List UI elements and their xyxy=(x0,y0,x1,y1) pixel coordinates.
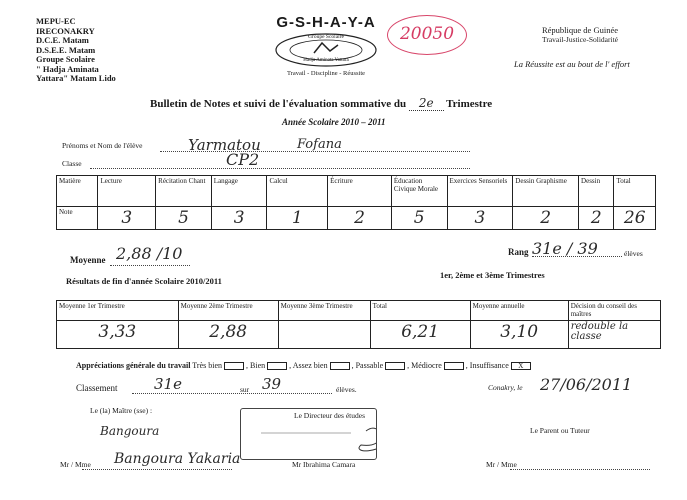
date-place: Conakry, le xyxy=(488,383,523,392)
results-total: 6,21 xyxy=(370,321,470,349)
logo-title: G-S-H-A-Y-A xyxy=(276,14,376,31)
stamp-scribble-icon xyxy=(241,409,376,459)
rang-label: Rang xyxy=(508,247,529,257)
option-label: Passable xyxy=(355,361,384,370)
class-value: CP2 xyxy=(226,150,260,169)
header-line: IRECONAKRY xyxy=(36,25,95,36)
rang-value: 31e / 39 xyxy=(532,239,598,258)
results-header: Moyenne 2ème Trimestre xyxy=(178,301,278,321)
rang-suffix: élèves xyxy=(624,249,643,258)
header-line: " Hadja Aminata xyxy=(36,63,99,74)
stamp-number: 20050 xyxy=(399,24,455,44)
subject-header: Dessin xyxy=(579,176,614,207)
school-logo xyxy=(262,14,390,78)
notes-table xyxy=(56,175,656,230)
date-value: 27/06/2011 xyxy=(540,375,633,394)
note-value: 2 xyxy=(579,207,614,230)
results-header: Total xyxy=(370,301,470,321)
results-header-row xyxy=(57,301,661,321)
results-value-row xyxy=(57,321,661,349)
subject-header: Calcul xyxy=(267,176,328,207)
option-label: Bien xyxy=(250,361,266,370)
option-label: Insuffisance xyxy=(469,361,509,370)
student-last-name: Fofana xyxy=(297,137,342,152)
header-line: Groupe Scolaire xyxy=(36,54,95,64)
subject-header: Lecture xyxy=(98,176,156,207)
classement-suffix: élèves. xyxy=(336,385,357,394)
subjects-row xyxy=(57,176,656,207)
subject-header: Matière xyxy=(57,176,98,207)
option-label: Médiocre xyxy=(411,361,442,370)
school-slogan: La Réussite est au bout de l' effort xyxy=(514,59,630,69)
header-line: D.C.E. Matam xyxy=(36,35,89,45)
option-checkbox xyxy=(385,362,405,370)
note-value: 3 xyxy=(211,207,267,230)
option-checkbox xyxy=(330,362,350,370)
moyenne-t2: 2,88 xyxy=(178,321,278,349)
note-value: 5 xyxy=(391,207,447,230)
results-table xyxy=(56,300,661,349)
student-name-label: Prénoms et Nom de l'élève xyxy=(62,141,143,150)
student-first-name: Yarmatou xyxy=(188,136,261,154)
header-line: Yattara" Matam Lido xyxy=(36,73,116,83)
subject-header: Langage xyxy=(211,176,267,207)
note-value: 3 xyxy=(98,207,156,230)
results-trimesters: 1er, 2ème et 3ème Trimestres xyxy=(440,270,545,280)
classement-rank: 31e xyxy=(154,375,182,393)
note-total: 26 xyxy=(614,207,656,230)
logo-subtitle: Groupe Scolaire xyxy=(308,34,344,40)
subject-header: Exercices Sensoriels xyxy=(447,176,513,207)
country-name: République de Guinée xyxy=(541,25,618,35)
header-line: D.S.E.E. Matam xyxy=(36,44,96,55)
title-text: Bulletin de Notes et suivi de l'évaluation sommative du xyxy=(150,98,407,110)
notes-row xyxy=(57,207,656,230)
teacher-name-label: Mr / Mme xyxy=(60,460,91,469)
council-decision: redouble la classe xyxy=(568,321,660,349)
classement-of: sur xyxy=(240,385,250,394)
option-checkbox-checked xyxy=(511,362,531,370)
director-label: Le Directeur des études xyxy=(294,411,366,420)
subject-header: Éducation Civique Morale xyxy=(391,176,447,207)
school-year-value: 2010 – 2011 xyxy=(341,117,386,127)
note-value: 2 xyxy=(328,207,392,230)
results-header: Décision du conseil des maîtres xyxy=(568,301,660,321)
results-header: Moyenne annuelle xyxy=(470,301,568,321)
option-checkbox xyxy=(224,362,244,370)
note-value: 3 xyxy=(447,207,513,230)
moyenne-annuelle: 3,10 xyxy=(470,321,568,349)
note-value: 1 xyxy=(267,207,328,230)
school-year xyxy=(282,117,386,127)
moyenne-value: 2,88 /10 xyxy=(116,244,183,263)
option-checkbox xyxy=(444,362,464,370)
option-checkbox xyxy=(267,362,287,370)
logo-motto: Travail - Discipline - Réussite xyxy=(286,70,366,77)
logo-ring-text: Hadja Aminata Yattara xyxy=(303,58,349,63)
director-stamp xyxy=(240,408,377,460)
appreciation-label: Appréciations générale du travail xyxy=(76,361,191,370)
ministry-header xyxy=(36,17,116,84)
option-label: Très bien xyxy=(192,361,223,370)
class-label: Classe xyxy=(62,159,82,168)
note-value: 5 xyxy=(156,207,212,230)
results-label: Résultats de fin d'année Scolaire 2010/2011 xyxy=(66,276,222,286)
results-header: Moyenne 1er Trimestre xyxy=(57,301,179,321)
registration-stamp xyxy=(387,15,467,55)
option-label: Assez bien xyxy=(292,361,328,370)
title-suffix: Trimestre xyxy=(446,98,493,110)
moyenne-t3 xyxy=(278,321,370,349)
subject-header: Écriture xyxy=(328,176,392,207)
subject-header: Dessin Graphisme xyxy=(513,176,579,207)
appreciation-row: Appréciations générale du travail Très bien , Bien , Assez bien , Passable , Médiocre , Insuffisance X xyxy=(76,361,533,370)
parent-label: Le Parent ou Tuteur xyxy=(530,426,590,435)
republic-header xyxy=(530,25,630,44)
teacher-label: Le (la) Maître (sse) : xyxy=(90,406,153,415)
bulletin-title xyxy=(150,96,492,110)
note-value: 2 xyxy=(513,207,579,230)
subject-header: Total xyxy=(614,176,656,207)
header-line: MEPU-EC xyxy=(36,16,76,26)
country-motto: Travail-Justice-Solidarité xyxy=(542,35,618,44)
moyenne-label: Moyenne xyxy=(70,255,106,265)
school-year-label: Année Scolaire xyxy=(282,117,339,127)
notes-label: Note xyxy=(57,207,98,230)
teacher-signature: Bangoura xyxy=(100,424,160,438)
teacher-name: Bangoura Yakaria xyxy=(114,451,241,467)
classement-label: Classement xyxy=(76,383,118,393)
parent-name-label: Mr / Mme xyxy=(486,460,517,469)
director-name: Mr Ibrahima Camara xyxy=(292,460,356,469)
title-term: 2e xyxy=(409,96,444,111)
classement-total: 39 xyxy=(262,375,282,393)
subject-header: Récitation Chant xyxy=(156,176,212,207)
check-mark: X xyxy=(518,362,524,371)
results-header: Moyenne 3ème Trimestre xyxy=(278,301,370,321)
moyenne-t1: 3,33 xyxy=(57,321,179,349)
